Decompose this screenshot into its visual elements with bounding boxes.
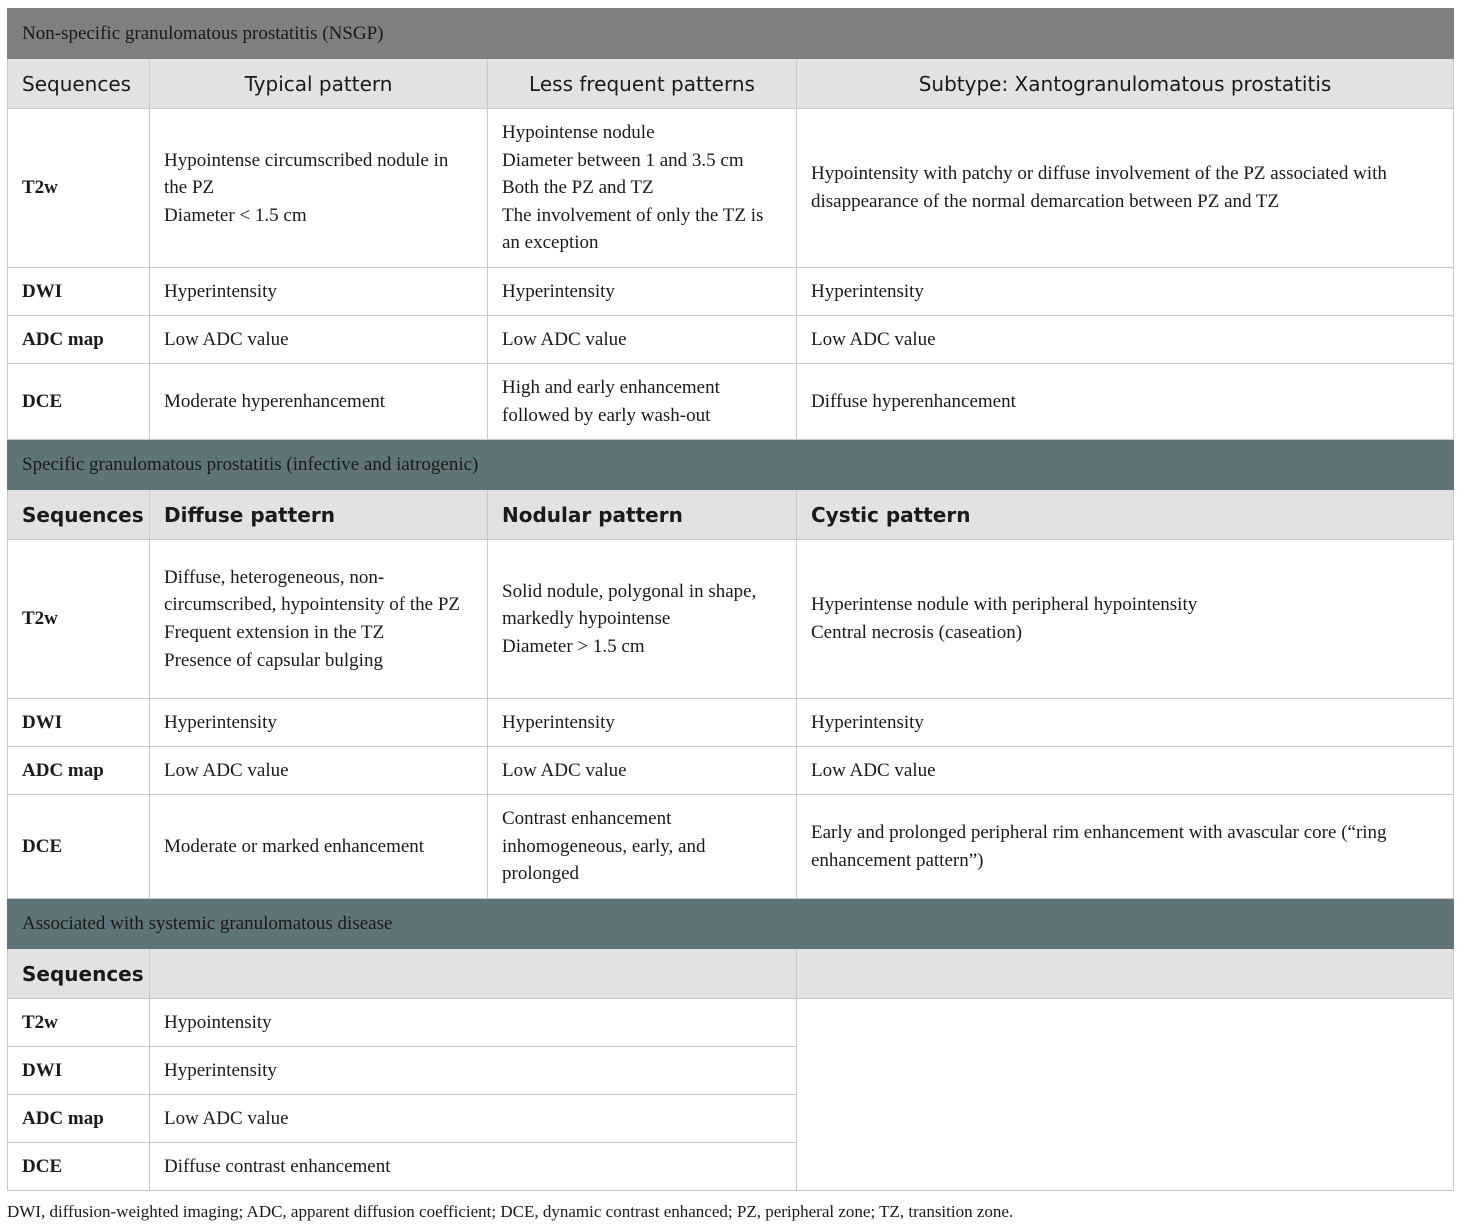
table-cell: Low ADC value	[150, 747, 488, 795]
sequence-label: DWI	[8, 268, 150, 316]
section-title-specific: Specific granulomatous prostatitis (infective and iatrogenic)	[8, 440, 1454, 490]
sequence-label: DWI	[8, 699, 150, 747]
sequence-label: ADC map	[8, 747, 150, 795]
table-cell: Moderate or marked enhancement	[150, 795, 488, 899]
sequence-label: ADC map	[8, 1095, 150, 1143]
table-cell: Low ADC value	[488, 747, 797, 795]
table-cell: Hyperintensity	[797, 268, 1454, 316]
table-cell: Contrast enhancement inhomogeneous, early, and prolonged	[488, 795, 797, 899]
column-header-diffuse: Diffuse pattern	[150, 490, 488, 540]
table-cell: Diffuse, heterogeneous, non-circumscribed, hypointensity of the PZ Frequent extension in the TZ Presence of capsular bulging	[150, 540, 488, 699]
section-title-systemic: Associated with systemic granulomatous disease	[8, 899, 1454, 949]
table-row	[8, 109, 1454, 268]
table-cell: Low ADC value	[488, 316, 797, 364]
sequence-label: ADC map	[8, 316, 150, 364]
table-row	[8, 540, 1454, 699]
column-header-xantogranulomatous: Subtype: Xantogranulomatous prostatitis	[797, 59, 1454, 109]
table-cell: Hyperintensity	[797, 699, 1454, 747]
table-cell: Hypointensity with patchy or diffuse involvement of the PZ associated with disappearance of the normal demarcation between PZ and TZ	[797, 109, 1454, 268]
granulomatous-prostatitis-table	[7, 8, 1454, 1191]
sequence-label: DCE	[8, 364, 150, 440]
table-cell: Hyperintense nodule with peripheral hypointensity Central necrosis (caseation)	[797, 540, 1454, 699]
table-row	[8, 364, 1454, 440]
table-row	[8, 747, 1454, 795]
table-cell: Hyperintensity	[488, 699, 797, 747]
column-header-sequences: Sequences	[8, 949, 150, 999]
column-header-empty	[797, 949, 1454, 999]
table-cell: Hypointense nodule Diameter between 1 and 3.5 cm Both the PZ and TZ The involvement of only the TZ is an exception	[488, 109, 797, 268]
table-row	[8, 268, 1454, 316]
sequence-label: DCE	[8, 1143, 150, 1191]
column-header-nodular: Nodular pattern	[488, 490, 797, 540]
table-cell: High and early enhancement followed by early wash-out	[488, 364, 797, 440]
table-row	[8, 795, 1454, 899]
sequence-label: T2w	[8, 999, 150, 1047]
column-header-sequences: Sequences	[8, 59, 150, 109]
table-footnote: DWI, diffusion-weighted imaging; ADC, apparent diffusion coefficient; DCE, dynamic contrast enhanced; PZ, peripheral zone; TZ, transition zone.	[7, 1202, 1014, 1221]
empty-cell	[797, 999, 1454, 1191]
table-cell: Hyperintensity	[488, 268, 797, 316]
table-row	[8, 699, 1454, 747]
section-title-nsgp: Non-specific granulomatous prostatitis (NSGP)	[8, 9, 1454, 59]
table-cell: Hypointense circumscribed nodule in the PZ Diameter < 1.5 cm	[150, 109, 488, 268]
column-header-sequences: Sequences	[8, 490, 150, 540]
sequence-label: T2w	[8, 109, 150, 268]
sequence-label: DCE	[8, 795, 150, 899]
sequence-label: T2w	[8, 540, 150, 699]
table-row	[8, 316, 1454, 364]
column-header-typical: Typical pattern	[150, 59, 488, 109]
table-cell: Low ADC value	[797, 316, 1454, 364]
table-cell: Hyperintensity	[150, 268, 488, 316]
table-cell: Hyperintensity	[150, 1047, 797, 1095]
table-cell: Solid nodule, polygonal in shape, markedly hypointense Diameter > 1.5 cm	[488, 540, 797, 699]
table-cell: Early and prolonged peripheral rim enhancement with avascular core (“ring enhancement pattern”)	[797, 795, 1454, 899]
table-cell: Low ADC value	[797, 747, 1454, 795]
table-cell: Diffuse hyperenhancement	[797, 364, 1454, 440]
table-cell: Low ADC value	[150, 316, 488, 364]
table-cell: Diffuse contrast enhancement	[150, 1143, 797, 1191]
table-cell: Hypointensity	[150, 999, 797, 1047]
column-header-less-frequent: Less frequent patterns	[488, 59, 797, 109]
column-header-cystic: Cystic pattern	[797, 490, 1454, 540]
table-cell: Low ADC value	[150, 1095, 797, 1143]
column-header-empty	[150, 949, 797, 999]
table-cell: Hyperintensity	[150, 699, 488, 747]
table-row	[8, 999, 1454, 1047]
table-cell: Moderate hyperenhancement	[150, 364, 488, 440]
sequence-label: DWI	[8, 1047, 150, 1095]
